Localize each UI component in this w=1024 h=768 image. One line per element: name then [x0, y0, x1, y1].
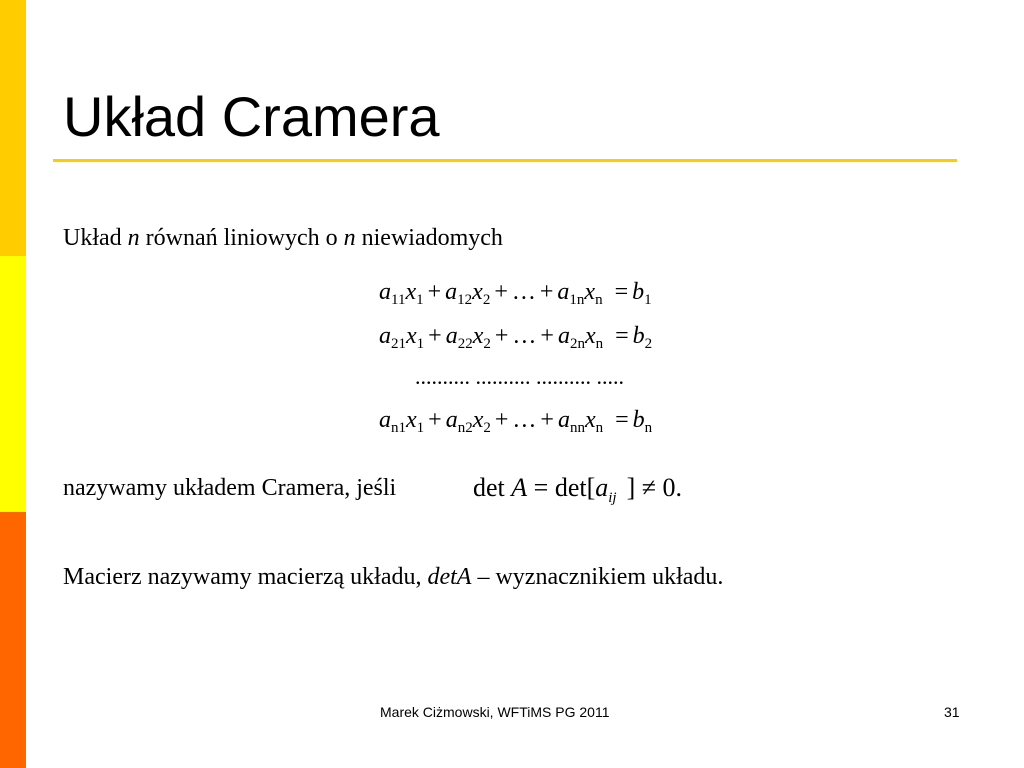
- variable-index: 2: [482, 292, 491, 308]
- ellipsis: …: [512, 323, 537, 349]
- rhs-index: 2: [644, 336, 653, 352]
- intro-part3: niewiadomych: [355, 225, 503, 251]
- intro-var1: n: [127, 225, 140, 251]
- determinant-condition: [473, 473, 683, 506]
- variable-index: n: [595, 336, 604, 352]
- cramer-condition-text: nazywamy układem Cramera, jeśli: [63, 475, 397, 501]
- matrix-symbol: A: [511, 473, 528, 502]
- plus-sign: +: [494, 323, 509, 349]
- coef: a: [557, 407, 570, 433]
- plus-sign: +: [427, 279, 442, 305]
- coef: a: [445, 279, 458, 305]
- variable: x: [406, 407, 417, 433]
- side-stripe-bottom: [0, 512, 26, 768]
- bracket-close: ]: [626, 473, 636, 502]
- coef-index: 11: [391, 292, 406, 308]
- plus-sign: +: [540, 407, 554, 433]
- variable: x: [405, 279, 417, 305]
- plus-sign: +: [539, 279, 554, 305]
- equals-sign: =: [615, 323, 629, 349]
- coef-index: n2: [457, 420, 473, 436]
- variable-index: 2: [483, 336, 491, 352]
- coef: a: [445, 407, 458, 433]
- coef: a: [379, 323, 391, 349]
- variable: x: [472, 407, 484, 433]
- intro-text: [63, 225, 503, 252]
- coef: a: [445, 323, 458, 349]
- coef-index: 21: [391, 336, 406, 352]
- coef-index: n1: [391, 420, 406, 436]
- variable: x: [584, 323, 596, 349]
- equals-sign: =: [615, 407, 629, 433]
- page-number: 31: [944, 704, 960, 720]
- equals-sign: =: [614, 279, 629, 305]
- intro-part1: Układ: [63, 225, 128, 251]
- side-stripe-top: [0, 0, 26, 256]
- coef-index: 12: [457, 292, 473, 308]
- rhs: b: [632, 407, 645, 433]
- side-stripe-middle: [0, 256, 26, 512]
- equation-row-1: [379, 279, 652, 306]
- detA-symbol: detA: [427, 564, 472, 590]
- plus-sign: +: [428, 407, 442, 433]
- title-underline: [53, 159, 957, 162]
- rhs: b: [632, 323, 645, 349]
- equation-row-n: [379, 407, 652, 434]
- coef-index: nn: [569, 420, 585, 436]
- variable: x: [472, 323, 484, 349]
- variable-index: 1: [416, 420, 425, 436]
- equation-row-2: [379, 323, 652, 350]
- variable: x: [406, 323, 417, 349]
- intro-part2: równań liniowych o: [139, 225, 344, 251]
- variable-index: 1: [416, 292, 424, 308]
- rhs-index: n: [644, 420, 653, 436]
- matrix-part2: – wyznacznikiem układu.: [471, 564, 724, 590]
- zero-value: 0.: [662, 473, 683, 502]
- ellipsis: …: [512, 407, 537, 433]
- coef: a: [379, 279, 391, 305]
- coef: a: [557, 279, 570, 305]
- element-index: ij: [608, 490, 617, 506]
- variable-index: 2: [483, 420, 491, 436]
- variable: x: [584, 279, 596, 305]
- variable-index: 1: [416, 336, 425, 352]
- intro-var2: n: [343, 225, 356, 251]
- det-function: det[: [554, 473, 596, 502]
- det-function: det: [473, 473, 505, 502]
- plus-sign: +: [494, 407, 509, 433]
- coef-index: 22: [457, 336, 473, 352]
- rhs-index: 1: [644, 292, 652, 308]
- matrix-definition-text: [63, 564, 723, 591]
- plus-sign: +: [428, 323, 442, 349]
- rhs: b: [632, 279, 645, 305]
- footer-author: Marek Ciżmowski, WFTiMS PG 2011: [380, 704, 610, 720]
- equals-sign: =: [533, 473, 549, 502]
- coef: a: [557, 323, 570, 349]
- variable: x: [472, 279, 483, 305]
- coef-index: 1n: [569, 292, 585, 308]
- plus-sign: +: [540, 323, 554, 349]
- variable: x: [584, 407, 596, 433]
- slide-title: Układ Cramera: [63, 85, 440, 148]
- coef-index: 2n: [569, 336, 585, 352]
- element-symbol: a: [595, 473, 609, 502]
- matrix-part1: Macierz nazywamy macierzą układu,: [63, 564, 428, 590]
- coef: a: [379, 407, 391, 433]
- ellipsis: …: [511, 279, 536, 305]
- plus-sign: +: [494, 279, 508, 305]
- not-equal-sign: ≠: [641, 473, 657, 502]
- variable-index: n: [595, 292, 603, 308]
- variable-index: n: [595, 420, 604, 436]
- equation-dots-row: .......... .......... .......... .....: [415, 364, 624, 389]
